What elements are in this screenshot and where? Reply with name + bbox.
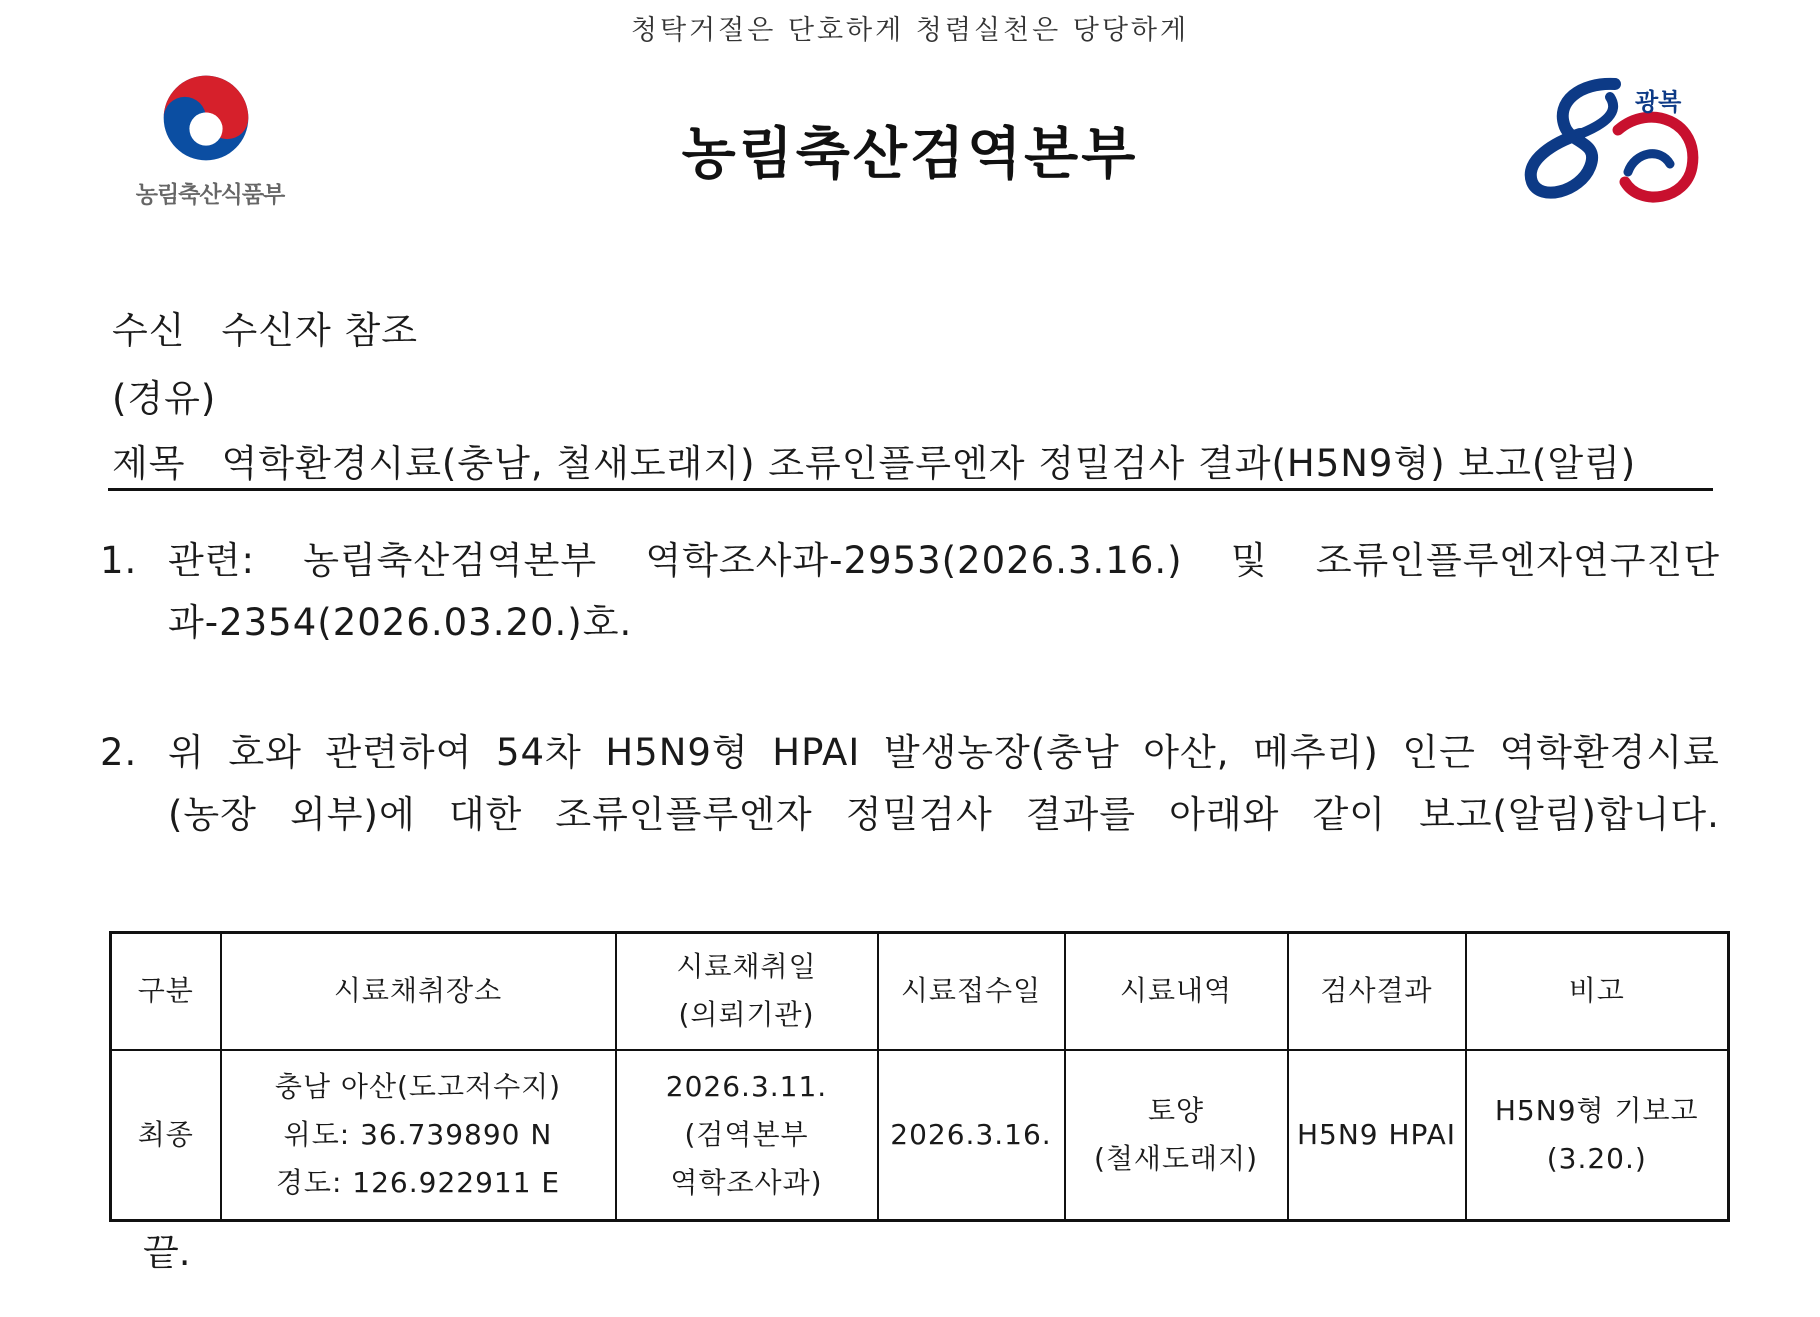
word: 농림축산검역본부: [303, 539, 598, 582]
word: HPAI: [772, 731, 861, 774]
cell-line: 토양: [1147, 1093, 1205, 1127]
word: 보고(알림)합니다.: [1419, 793, 1720, 836]
paragraph-1-line-2: 과-2354(2026.03.20.)호.: [168, 601, 633, 644]
subject-divider: [108, 488, 1713, 491]
paragraph-number: 1.: [100, 539, 138, 582]
table-row: [111, 1050, 1729, 1221]
cell-collected: [616, 1050, 878, 1221]
word: 54차: [495, 731, 582, 774]
slogan: 청탁거절은 단호하게 청렴실천은 당당하게: [630, 15, 1190, 46]
liberation-80th-logo: [1510, 72, 1720, 222]
word: 위: [168, 731, 205, 774]
header-received: 시료접수일: [878, 933, 1065, 1050]
header-details: 시료내역: [1065, 933, 1288, 1050]
cell-line: 역학조사과): [670, 1165, 823, 1199]
recipient-label: 수신: [112, 309, 186, 352]
header-category: 구분: [111, 933, 221, 1050]
cell-category: 최종: [111, 1050, 221, 1221]
subject-value: 역학환경시료(충남, 철새도래지) 조류인플루엔자 정밀검사 결과(H5N9형) 보고(알림): [221, 442, 1637, 485]
word: (농장: [168, 793, 257, 836]
word: 인근: [1402, 731, 1476, 774]
via-row: [112, 368, 216, 422]
cell-line: 위도: 36.739890 N: [283, 1117, 553, 1151]
word: 결과를: [1025, 793, 1137, 836]
cell-details: [1065, 1050, 1288, 1221]
word: 대한: [448, 793, 523, 836]
paragraph-number: 2.: [100, 731, 138, 774]
word: 및: [1230, 539, 1268, 582]
cell-line: (검역본부: [684, 1117, 809, 1151]
cell-location: [221, 1050, 616, 1221]
result-table: [109, 931, 1730, 1222]
cell-note: [1466, 1050, 1729, 1221]
cell-result: H5N9 HPAI: [1288, 1050, 1466, 1221]
header-collected: [616, 933, 878, 1050]
subject-label: 제목: [112, 442, 186, 485]
cell-line: 2026.3.11.: [665, 1069, 828, 1103]
word: 조류인플루엔자연구진단: [1315, 539, 1720, 582]
word: 아래와: [1169, 793, 1280, 836]
header-location: 시료채취장소: [221, 933, 616, 1050]
word: 역학환경시료: [1499, 731, 1720, 774]
cell-line: 경도: 126.922911 E: [275, 1165, 561, 1199]
header-result: 검사결과: [1288, 933, 1466, 1050]
word: 호와: [228, 731, 302, 774]
ministry-name: 농림축산식품부: [135, 182, 285, 208]
table-header-row: [111, 933, 1729, 1050]
header-collected-line: (의뢰기관): [678, 998, 815, 1032]
via-label: (경유): [112, 377, 217, 420]
anniversary-logo-text: 광복: [1635, 88, 1682, 116]
word: 관련:: [168, 539, 255, 582]
recipient-value: 수신자 참조: [221, 309, 418, 352]
header-collected-line: 시료채취일: [676, 950, 817, 984]
word: 아산,: [1143, 731, 1230, 774]
cell-line: (철새도래지): [1093, 1141, 1259, 1175]
word: 외부)에: [290, 793, 416, 836]
word: H5N9형: [605, 731, 749, 774]
cell-line: 충남 아산(도고저수지): [274, 1069, 562, 1103]
cell-received: 2026.3.16.: [878, 1050, 1065, 1221]
word: 메추리): [1253, 731, 1379, 774]
word: 조류인플루엔자: [555, 793, 813, 836]
word: 같이: [1312, 793, 1386, 836]
header-note: 비고: [1466, 933, 1729, 1050]
cell-line: (3.20.): [1546, 1141, 1647, 1175]
word: 발생농장(충남: [883, 731, 1120, 774]
closing-mark: 끝.: [143, 1231, 191, 1274]
word: 관련하여: [325, 731, 473, 774]
word: 정밀검사: [845, 793, 993, 836]
anniversary-80-icon: [1510, 72, 1720, 222]
paragraph-1: [100, 530, 1720, 654]
cell-line: H5N9형 기보고: [1494, 1093, 1699, 1127]
subject-row: [112, 433, 1636, 487]
recipient-row: [112, 300, 418, 354]
paragraph-2: [100, 722, 1720, 846]
agency-title: 농림축산검역본부: [681, 122, 1139, 187]
word: 역학조사과-2953(2026.3.16.): [645, 539, 1183, 582]
